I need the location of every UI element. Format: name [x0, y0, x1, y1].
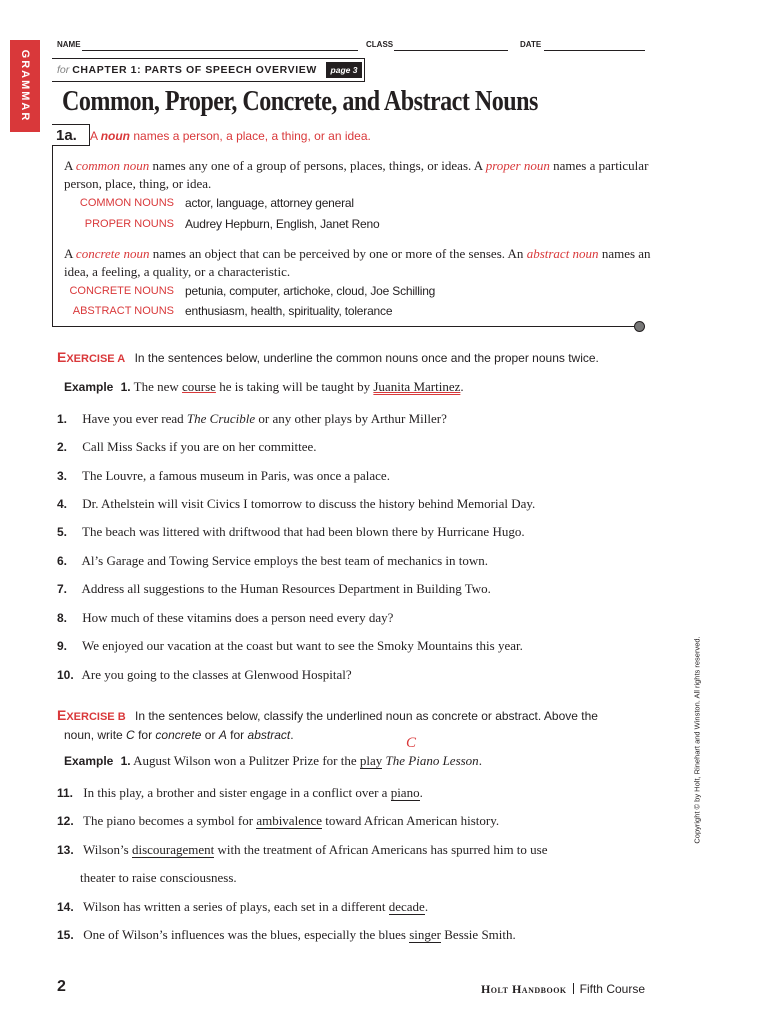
exercise-a-item-9	[57, 637, 523, 655]
item-text: The beach was littered with driftwood that had been blown there by Hurricane Hugo.	[82, 524, 525, 539]
item-text: In this play, a brother and sister engage in a conflict over a	[83, 785, 388, 800]
chapter-title: CHAPTER 1: PARTS OF SPEECH OVERVIEW	[72, 64, 317, 76]
side-tab-label: GRAMMAR	[19, 49, 31, 123]
para2-text-1: A	[64, 246, 73, 261]
exercise-a-example	[64, 378, 464, 396]
para2-text-3: names an idea, a feeling, a quality, or a characteristic.	[64, 246, 651, 279]
exercise-a-item-10	[57, 666, 352, 684]
item-text-post: toward African American history.	[325, 813, 500, 828]
rule-bracket-vertical	[52, 146, 53, 326]
name-field-line	[82, 50, 358, 51]
item-noun: singer	[409, 927, 441, 942]
example-text-common: actor, language, attorney general	[185, 196, 354, 210]
exercise-a-label-first: E	[57, 349, 67, 365]
side-tab	[10, 40, 40, 132]
example-a-text-1: The new	[133, 379, 179, 394]
exercise-b-item-11	[57, 784, 423, 802]
item-number: 7.	[57, 582, 68, 596]
example-label-concrete: CONCRETE NOUNS	[69, 285, 174, 297]
item-text: Dr. Athelstein will visit Civics I tomorrow to discuss the history behind Memorial Day.	[82, 496, 536, 511]
item-title: The Crucible	[186, 411, 256, 426]
exercise-b-label-rest: XERCISE B	[66, 711, 126, 723]
item-number: 6.	[57, 554, 68, 568]
example-label-abstract: ABSTRACT NOUNS	[72, 305, 174, 317]
item-text: The Louvre, a famous museum in Paris, was once a palace.	[82, 468, 390, 483]
exercise-a-item-3	[57, 467, 390, 485]
item-number: 2.	[57, 440, 68, 454]
example-a-common-noun: course	[182, 379, 216, 394]
exercise-b-instructions-2c: or	[204, 728, 216, 742]
item-text-post: .	[419, 785, 423, 800]
exercise-b-label	[57, 707, 126, 723]
rule-after: names a person, a place, a thing, or an idea.	[133, 129, 371, 143]
item-number: 14.	[57, 900, 74, 914]
copyright-notice: Copyright © by Holt, Rinehart and Winston. All rights reserved.	[692, 636, 702, 844]
exercise-a-item-1	[57, 410, 447, 428]
para1-text-2: names any one of a group of persons, places, things, or ideas. A	[152, 158, 483, 173]
exercise-b-abstract: abstract	[247, 728, 291, 742]
item-number: 9.	[57, 639, 68, 653]
exercise-b-a-letter: A	[218, 728, 227, 742]
exercise-b-item-15	[57, 926, 516, 944]
exercise-a-item-4	[57, 495, 535, 513]
example-label: Example	[64, 380, 114, 394]
exercise-b-item-13-continued: theater to raise consciousness.	[80, 870, 237, 885]
definition-paragraph-1	[64, 157, 664, 193]
exercise-a-item-2	[57, 438, 317, 456]
exercise-b-item-14	[57, 898, 428, 916]
exercise-a-item-6	[57, 552, 488, 570]
item-number: 11.	[57, 786, 74, 800]
footer	[481, 982, 645, 997]
example-a-text-3: .	[460, 379, 464, 394]
term-proper-noun: proper noun	[485, 158, 550, 173]
item-text: How much of these vitamins does a person need every day?	[82, 610, 394, 625]
name-label: NAME	[57, 40, 81, 49]
item-noun: decade	[388, 899, 425, 914]
item-number: 1.	[57, 412, 68, 426]
item-text-post: Bessie Smith.	[444, 927, 516, 942]
item-text: Are you going to the classes at Glenwood Hospital?	[81, 667, 352, 682]
example-b-text-3: .	[478, 753, 482, 768]
exercise-b-example	[64, 752, 482, 770]
footer-course: Fifth Course	[579, 982, 645, 996]
example-label-proper: PROPER NOUNS	[84, 218, 174, 230]
item-text: Address all suggestions to the Human Resources Department in Building Two.	[81, 581, 491, 596]
example-text-abstract: enthusiasm, health, spirituality, tolerance	[185, 304, 393, 318]
example-text-proper: Audrey Hepburn, English, Janet Reno	[185, 217, 380, 231]
exercise-b-concrete: concrete	[155, 728, 202, 742]
item-number: 8.	[57, 611, 68, 625]
item-text: One of Wilson’s influences was the blues, especially the blues	[83, 927, 406, 942]
exercise-a-instructions: In the sentences below, underline the common nouns once and the proper nouns twice.	[134, 351, 599, 365]
footer-book-title: Holt Handbook	[480, 982, 567, 996]
exercise-a-label	[57, 349, 126, 365]
example-text-concrete: petunia, computer, artichoke, cloud, Joe Schilling	[185, 284, 436, 298]
item-text: We enjoyed our vacation at the coast but want to see the Smoky Mountains this year.	[82, 638, 523, 653]
date-field-line	[544, 50, 645, 51]
exercise-a-item-7	[57, 580, 491, 598]
item-text: Al’s Garage and Towing Service employs the best team of mechanics in town.	[81, 553, 488, 568]
item-text: The piano becomes a symbol for	[83, 813, 254, 828]
rule-term: noun	[100, 129, 131, 143]
item-number: 12.	[57, 814, 74, 828]
definition-paragraph-2	[64, 245, 664, 281]
item-number: 3.	[57, 469, 68, 483]
item-number: 10.	[57, 668, 74, 682]
example-number: 1.	[120, 754, 131, 768]
exercise-b-instructions-1: In the sentences below, classify the underlined noun as concrete or abstract. Above the	[134, 709, 598, 723]
footer-separator	[573, 983, 574, 994]
exercise-b-label-first: E	[57, 707, 67, 723]
item-number: 5.	[57, 525, 68, 539]
exercise-a-item-5	[57, 523, 525, 541]
item-text: Wilson’s	[83, 842, 129, 857]
exercise-b-instructions-2d: for	[230, 728, 245, 742]
exercise-b-instructions-2e: .	[290, 728, 294, 742]
item-number: 4.	[57, 497, 68, 511]
para1-text-1: A	[64, 158, 73, 173]
exercise-b-instructions-2b: for	[138, 728, 153, 742]
example-b-noun: play	[359, 753, 383, 768]
example-a-proper-noun: Juanita Martinez	[373, 379, 461, 394]
item-noun: ambivalence	[256, 813, 322, 828]
exercise-a-label-rest: XERCISE A	[66, 353, 126, 365]
rule-number: 1a.	[52, 124, 90, 146]
para1-text-3: names a particular person, place, thing, or idea.	[64, 158, 649, 191]
example-b-answer: C	[406, 735, 417, 751]
item-number: 13.	[57, 843, 74, 857]
rule-bracket-horizontal	[52, 326, 638, 327]
item-text: Have you ever read	[82, 411, 184, 426]
item-number: 15.	[57, 928, 74, 942]
rule-end-dot-icon	[634, 321, 645, 332]
term-concrete-noun: concrete noun	[75, 246, 150, 261]
item-text-post: .	[424, 899, 429, 914]
example-b-title: The Piano Lesson	[385, 753, 479, 768]
example-label-common: COMMON NOUNS	[79, 197, 174, 209]
para2-text-2: names an object that can be perceived by one or more of the senses. An	[152, 246, 524, 261]
page-tag: page 3	[326, 62, 362, 78]
item-text-rest: or any other plays by Arthur Miller?	[258, 411, 447, 426]
example-number: 1.	[120, 380, 131, 394]
exercise-a-heading	[57, 349, 599, 365]
item-text: Call Miss Sacks if you are on her committee.	[82, 439, 317, 454]
example-b-text-1: August Wilson won a Pulitzer Prize for the	[133, 753, 357, 768]
exercise-a-item-8	[57, 609, 393, 627]
rule-before: A	[90, 129, 98, 143]
exercise-b-item-12	[57, 812, 499, 830]
date-label: DATE	[520, 40, 542, 49]
exercise-b-heading	[57, 706, 657, 744]
rule-statement	[90, 129, 371, 143]
item-text-post: with the treatment of African Americans has spurred him to use	[217, 842, 548, 857]
term-abstract-noun: abstract noun	[526, 246, 599, 261]
class-field-line	[394, 50, 508, 51]
class-label: CLASS	[366, 40, 394, 49]
exercise-b-instructions-2a: noun, write	[64, 728, 123, 742]
term-common-noun: common noun	[75, 158, 150, 173]
exercise-b-c-letter: C	[126, 728, 135, 742]
item-text: Wilson has written a series of plays, each set in a different	[83, 899, 386, 914]
chapter-prefix: for	[57, 64, 70, 76]
page-title: Common, Proper, Concrete, and Abstract Nouns	[62, 86, 538, 117]
page-number: 2	[57, 978, 66, 995]
item-noun: piano	[390, 785, 420, 800]
chapter-reference	[57, 64, 317, 76]
item-noun: discouragement	[131, 842, 215, 857]
example-label: Example	[64, 754, 114, 768]
exercise-b-item-13	[57, 841, 548, 859]
example-a-text-2: he is taking will be taught by	[219, 379, 371, 394]
